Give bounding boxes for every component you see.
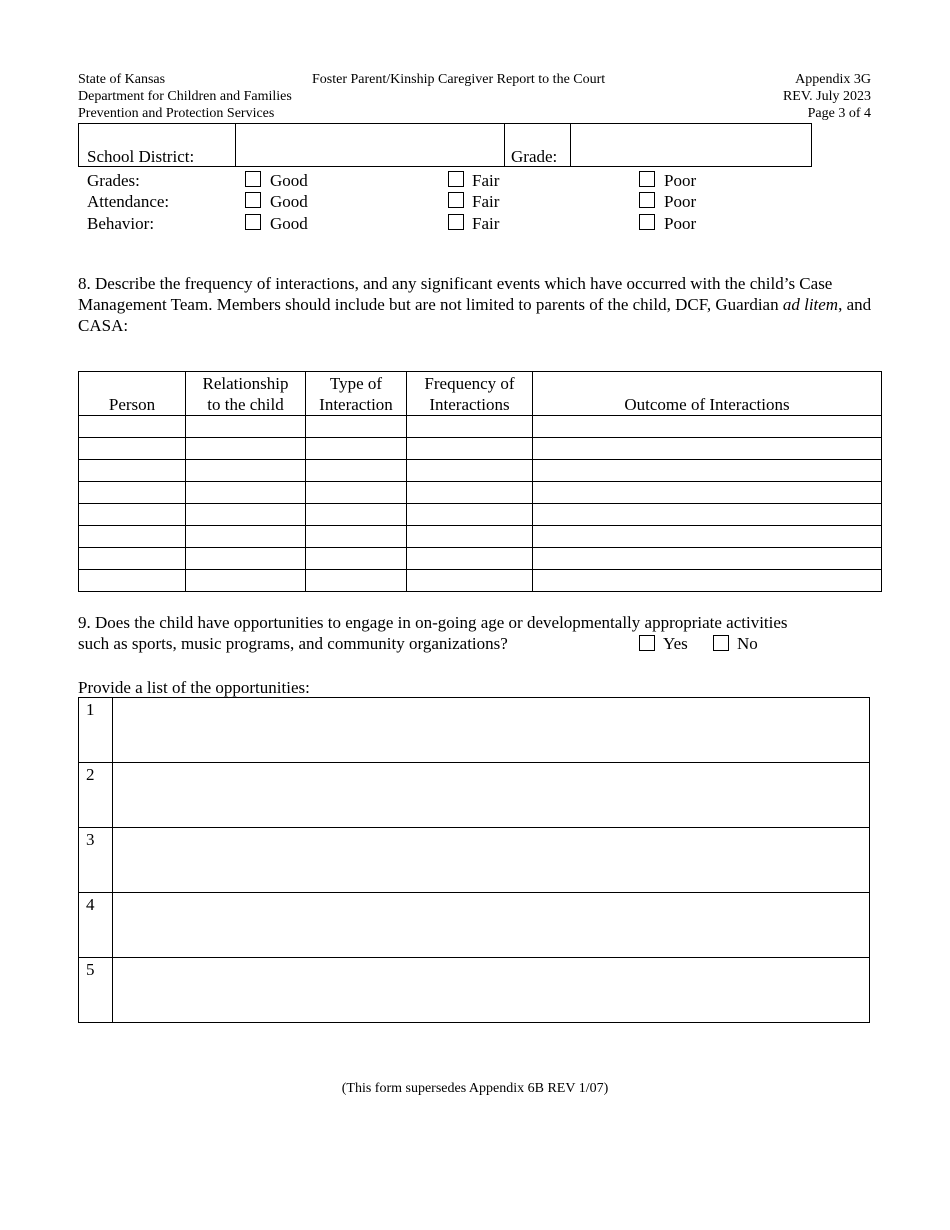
interaction-row (79, 526, 882, 548)
question-8-text-b: , and CASA: (78, 295, 872, 335)
opportunity-number: 2 (79, 763, 113, 828)
opportunity-row (79, 893, 870, 958)
no-label: No (737, 634, 758, 653)
attendance-poor-checkbox[interactable] (639, 192, 655, 208)
interaction-cell[interactable] (186, 548, 306, 570)
opportunity-field[interactable] (113, 763, 870, 828)
interaction-cell[interactable] (533, 416, 882, 438)
interactions-table (78, 371, 882, 592)
interaction-row (79, 460, 882, 482)
question-8 (78, 273, 878, 336)
interaction-cell[interactable] (533, 438, 882, 460)
interaction-cell[interactable] (533, 548, 882, 570)
yes-checkbox[interactable] (639, 635, 655, 651)
attendance-fair-label: Fair (472, 192, 500, 211)
header-relationship: Relationship to the child (186, 372, 306, 416)
behavior-fair-checkbox[interactable] (448, 214, 464, 230)
interaction-cell[interactable] (186, 416, 306, 438)
grade-label: Grade: (511, 147, 558, 166)
interaction-row (79, 570, 882, 592)
interaction-row (79, 482, 882, 504)
agency-division: Prevention and Protection Services (78, 106, 275, 121)
opportunities-table (78, 697, 870, 1023)
school-info-box (78, 123, 812, 167)
interaction-cell[interactable] (407, 482, 533, 504)
interaction-cell[interactable] (79, 416, 186, 438)
opportunity-row (79, 763, 870, 828)
header-frequency: Frequency of Interactions (407, 372, 533, 416)
interaction-cell[interactable] (306, 526, 407, 548)
interaction-cell[interactable] (79, 570, 186, 592)
behavior-poor-label: Poor (664, 214, 697, 233)
opportunity-number: 5 (79, 958, 113, 1023)
interaction-cell[interactable] (407, 460, 533, 482)
interaction-cell[interactable] (186, 526, 306, 548)
interaction-cell[interactable] (186, 460, 306, 482)
interaction-cell[interactable] (79, 460, 186, 482)
interaction-cell[interactable] (79, 526, 186, 548)
grades-poor-label: Poor (664, 171, 697, 190)
header-person: Person (79, 372, 186, 416)
interaction-cell[interactable] (533, 460, 882, 482)
interaction-cell[interactable] (186, 504, 306, 526)
interaction-cell[interactable] (407, 526, 533, 548)
interaction-cell[interactable] (306, 482, 407, 504)
opportunity-number: 4 (79, 893, 113, 958)
interaction-cell[interactable] (407, 416, 533, 438)
attendance-fair-checkbox[interactable] (448, 192, 464, 208)
attendance-good-label: Good (270, 192, 308, 211)
interaction-cell[interactable] (306, 570, 407, 592)
question-8-text-em: ad litem (782, 295, 839, 314)
behavior-good-label: Good (270, 214, 308, 233)
footer-note: (This form supersedes Appendix 6B REV 1/07) (341, 1081, 609, 1096)
interaction-cell[interactable] (533, 570, 882, 592)
interaction-cell[interactable] (407, 548, 533, 570)
opportunity-row (79, 828, 870, 893)
grades-good-checkbox[interactable] (245, 171, 261, 187)
appendix-number: Appendix 3G (795, 72, 871, 87)
opportunity-row (79, 958, 870, 1023)
question-8-text-a: 8. Describe the frequency of interactions, and any significant events which have occurred with the child’s Case Management Team. Members should include but are not limited to parents of the child, DCF, Guardian (78, 274, 833, 314)
interaction-cell[interactable] (407, 438, 533, 460)
agency-block (78, 71, 292, 122)
header-type: Type of Interaction (306, 372, 407, 416)
interaction-row (79, 548, 882, 570)
attendance-poor-label: Poor (664, 192, 697, 211)
attendance-label: Attendance: (87, 192, 170, 211)
header-outcome: Outcome of Interactions (533, 372, 882, 416)
interaction-cell[interactable] (186, 482, 306, 504)
interaction-cell[interactable] (79, 482, 186, 504)
agency-state: State of Kansas (78, 72, 166, 87)
interaction-cell[interactable] (79, 438, 186, 460)
interaction-cell[interactable] (306, 416, 407, 438)
interaction-cell[interactable] (79, 548, 186, 570)
school-district-field[interactable] (235, 124, 505, 166)
grades-fair-label: Fair (472, 171, 500, 190)
agency-department: Department for Children and Families (78, 89, 292, 104)
interaction-cell[interactable] (186, 438, 306, 460)
opportunity-row (79, 698, 870, 763)
grades-good-label: Good (270, 171, 308, 190)
question-9-line1: 9. Does the child have opportunities to engage in on-going age or developmentally appropriate activities (78, 613, 788, 632)
interaction-cell[interactable] (533, 526, 882, 548)
interactions-header-row (79, 372, 882, 416)
interaction-cell[interactable] (306, 438, 407, 460)
interaction-cell[interactable] (407, 504, 533, 526)
interaction-row (79, 416, 882, 438)
interaction-cell[interactable] (407, 570, 533, 592)
interaction-row (79, 438, 882, 460)
no-checkbox[interactable] (713, 635, 729, 651)
behavior-fair-label: Fair (472, 214, 500, 233)
interaction-cell[interactable] (186, 570, 306, 592)
grades-poor-checkbox[interactable] (639, 171, 655, 187)
school-district-label: School District: (87, 147, 195, 166)
grade-field[interactable] (570, 124, 812, 166)
interaction-cell[interactable] (533, 482, 882, 504)
opportunity-number: 3 (79, 828, 113, 893)
opportunities-label: Provide a list of the opportunities: (78, 678, 310, 697)
form-meta-block (783, 71, 871, 122)
behavior-good-checkbox[interactable] (245, 214, 261, 230)
form-title: Foster Parent/Kinship Caregiver Report to the Court (312, 72, 606, 87)
grades-label: Grades: (87, 171, 140, 190)
opportunity-field[interactable] (113, 893, 870, 958)
interaction-cell[interactable] (306, 504, 407, 526)
interaction-cell[interactable] (533, 504, 882, 526)
opportunity-number: 1 (79, 698, 113, 763)
revision-date: REV. July 2023 (782, 89, 871, 104)
opportunity-field[interactable] (113, 958, 870, 1023)
behavior-poor-checkbox[interactable] (639, 214, 655, 230)
interaction-cell[interactable] (306, 548, 407, 570)
attendance-good-checkbox[interactable] (245, 192, 261, 208)
behavior-label: Behavior: (87, 214, 155, 233)
interaction-cell[interactable] (79, 504, 186, 526)
opportunity-field[interactable] (113, 698, 870, 763)
opportunity-field[interactable] (113, 828, 870, 893)
question-9-line2: such as sports, music programs, and community organizations? (78, 634, 508, 653)
interaction-row (79, 504, 882, 526)
grades-fair-checkbox[interactable] (448, 171, 464, 187)
page-number: Page 3 of 4 (807, 106, 871, 121)
interaction-cell[interactable] (306, 460, 407, 482)
yes-label: Yes (663, 634, 688, 653)
